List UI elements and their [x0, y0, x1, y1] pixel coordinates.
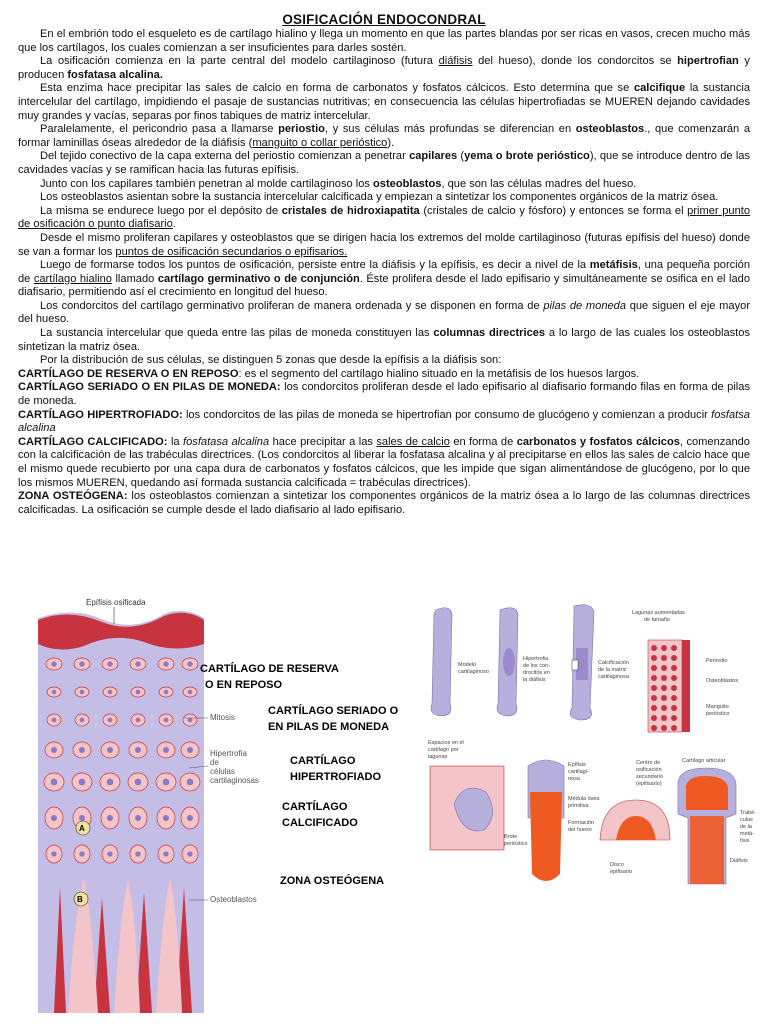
diafisis-label: Diáfisis — [730, 858, 748, 864]
zone-5-paragraph: ZONA OSTEÓGENA: los osteoblastos comienzan a sintetizar los componentes orgánicos de la matriz ósea a lo largo de las columnas directrices calcificadas. La osificación se cumple desde el lado diafisario al lado epifisario. — [18, 490, 750, 516]
lacuna-cell — [661, 705, 667, 711]
chondrocyte-nucleus — [164, 718, 169, 723]
lacuna-cell — [661, 675, 667, 681]
hiper-label-3: drocitos en — [523, 670, 550, 676]
lacuna-cell — [661, 685, 667, 691]
lacuna-cell — [671, 705, 677, 711]
lacuna-cell — [651, 685, 657, 691]
mark-b-label: B — [77, 895, 83, 904]
zone-3-paragraph: CARTÍLAGO HIPERTROFIADO: los condorcitos de las pilas de moneda se hipertrofian por consumo de glucógeno y comienzan a producir fosfatsa alcalina — [18, 408, 750, 435]
chondrocyte-nucleus — [135, 779, 142, 786]
trab-label-3: de la — [740, 824, 752, 830]
brote-label-2: perióstico — [504, 841, 528, 847]
lagunas-cells — [651, 645, 677, 731]
paragraph-2: La osificación comienza en la parte central del modelo cartilaginoso (futura diáfisis del hueso), donde los condorcitos se hipertrofian y producen fosfatasa alcalina. — [18, 55, 750, 81]
chondrocyte-nucleus — [136, 718, 141, 723]
chondrocyte-nucleus — [51, 661, 56, 666]
zone3-label-a: CARTÍLAGO — [290, 755, 356, 767]
lacuna-cell — [671, 665, 677, 671]
page-title: OSIFICACIÓN ENDOCONDRAL — [282, 12, 486, 27]
lacuna-cell — [651, 695, 657, 701]
chondrocyte-nucleus — [188, 718, 193, 723]
zone1-label-a: CARTÍLAGO DE RESERVA — [200, 663, 339, 675]
paragraph-5: Del tejido conectivo de la capa externa del periostio comienzan a penetrar capilares (yema o brote perióstico), que se introduce dentro de las cavidades vacías y se ramifican hacia las futuras epífisis. — [18, 150, 750, 176]
articular-label: Cartílago articular — [682, 758, 726, 764]
lagunas-label-2: de tamaño — [644, 617, 670, 623]
chondrocyte-nucleus — [51, 779, 58, 786]
trab-label-4: metá- — [740, 831, 755, 837]
disco-label-2: epifisario — [610, 869, 633, 875]
chondrocyte-nucleus — [135, 747, 141, 753]
centro-label-2: osificación — [636, 767, 662, 773]
hypertrophy-zone — [503, 648, 515, 676]
chondrocyte-nucleus — [108, 690, 113, 695]
chondrocyte-nucleus — [107, 661, 112, 666]
paragraph-11: Los condorcitos del cartílago germinativo proliferan de manera ordenada y se disponen en forma de pilas de moneda que siguen el eje mayor del hueso. — [18, 299, 751, 326]
chondrocyte-nucleus — [107, 815, 113, 821]
epifisis-right-label-1: Epífisis — [568, 762, 586, 768]
chondrocyte-nucleus — [80, 718, 85, 723]
zone1-label-b: O EN REPOSO — [205, 679, 283, 691]
formacion-label-2: del hueso — [568, 827, 592, 833]
paragraph-4: Paralelamente, el pericondrio pasa a llamarse periostio, y sus células más profundas se diferencian en osteoblastos., que comenzarán a formar laminillas óseas alrededor de la diáfisis (manguito o collar perióstico). — [18, 123, 751, 149]
espacios-label-1: Espacios en el — [428, 740, 464, 746]
paragraph-8: La misma se endurece luego por el depósito de cristales de hidroxiapatita (cristales de calcio y fósforo) y entonces se forma el primer punto de osificación o punto diafisario. — [18, 204, 750, 231]
chondrocyte-nucleus — [136, 690, 141, 695]
mark-a-label: A — [79, 824, 85, 833]
lacuna-cell — [671, 725, 677, 731]
chondrocyte-nucleus — [51, 851, 56, 856]
growth-plate-illustration — [24, 588, 404, 1013]
paragraph-6: Junto con los capilares también penetran al molde cartilaginoso los osteoblastos, que son las células madres del hueso. — [40, 177, 637, 190]
espacios-label-2: cartílago por — [428, 747, 459, 753]
chondrocyte-nucleus — [163, 661, 168, 666]
medula-label-2: primitiva — [568, 803, 589, 809]
document-page — [18, 12, 750, 517]
chondrocyte-nucleus — [52, 690, 57, 695]
chondrocyte-nucleus — [163, 851, 168, 856]
periostio-label: Periostio — [706, 658, 728, 664]
zone5-label: ZONA OSTEÓGENA — [280, 875, 385, 887]
calc-label-2: de la matriz — [598, 667, 627, 673]
chondrocyte-nucleus — [108, 718, 113, 723]
trab-label-1: Trabé- — [740, 810, 756, 816]
chondrocyte-nucleus — [80, 690, 85, 695]
zone-2-paragraph: CARTÍLAGO SERIADO O EN PILAS DE MONEDA: los condorcitos proliferan desde el lado epifisario al diafisario formando filas en forma de pilas de moneda. — [18, 381, 750, 408]
chondrocyte-nucleus — [107, 851, 112, 856]
chondrocyte-nucleus — [107, 747, 113, 753]
chondrocyte-nucleus — [187, 779, 194, 786]
growth-plate-figure — [24, 588, 404, 1013]
lacuna-cell — [661, 715, 667, 721]
mature-epiphysis-ossified — [686, 776, 728, 810]
hypertrophy-label-4: cartilaginosas — [210, 776, 259, 785]
modelo-label-2: cartilaginoso — [458, 669, 489, 675]
chondrocyte-nucleus — [163, 815, 169, 821]
medula-label-1: Médula ósea — [568, 796, 600, 802]
chondrocyte-nucleus — [135, 815, 141, 821]
chondrocyte-nucleus — [79, 661, 84, 666]
chondrocyte-nucleus — [135, 851, 140, 856]
mature-diaphysis-ossified — [690, 816, 724, 884]
lacuna-cell — [651, 655, 657, 661]
trab-label-5: fisis — [740, 838, 750, 844]
lacuna-cell — [671, 675, 677, 681]
bone-development-figure — [424, 604, 760, 894]
lacuna-cell — [661, 655, 667, 661]
bone-development-illustration — [424, 604, 760, 894]
epifisis-right-label-3: nosa — [568, 776, 580, 782]
chondrocyte-nucleus — [188, 690, 193, 695]
chondrocyte-nucleus — [187, 815, 193, 821]
lacuna-cell — [671, 715, 677, 721]
hiper-label-1: Hipertrofia — [523, 656, 549, 662]
chondrocyte-nucleus — [79, 747, 85, 753]
zone2-label-a: CARTÍLAGO SERIADO O — [268, 705, 399, 717]
chondrocyte-nucleus — [52, 718, 57, 723]
hypertrophy-label-1: Hipertrofia — [210, 749, 247, 758]
zone4-label-b: CALCIFICADO — [282, 817, 358, 829]
espacios-label-3: lagunas — [428, 754, 448, 760]
lacuna-cell — [651, 645, 657, 651]
zone-4-paragraph: CARTÍLAGO CALCIFICADO: la fosfatasa alcalina hace precipitar a las sales de calcio en forma de carbonatos y fosfatos cálcicos, comenzando con la calcificación de las trabéculas directrices. (Los condorcitos al liberar la fosfatasa alcalina y al precipitarse en ellos las sales de calcio hace que el mismo quede recubierto por una capa dura de carbonatos y fosfatos cálcicos, que les impide que sigan alimentándose de glucógeno, por lo que los mismos MUEREN, quedando así formada sustancia calcificada = trabéculas directrices). — [18, 435, 750, 489]
paragraph-10: Luego de formarse todos los puntos de osificación, persiste entre la diáfisis y la epífisis, es decir a nivel de la metáfisis, una pequeña porción de cartílago hialino llamado cartílago germinativo o de conjunción. Éste prolifera desde el lado epifisario y simultáneamente se osifica en el lado diafisario, permitiendo así el crecimiento en longitud del hueso. — [18, 259, 750, 299]
chondrocyte-nucleus — [164, 690, 169, 695]
centro-label-1: Centro de — [636, 760, 661, 766]
formacion-label-1: Formación — [568, 820, 594, 826]
chondrocyte-nucleus — [79, 779, 86, 786]
zone-1-paragraph: CARTÍLAGO DE RESERVA O EN REPOSO: es el segmento del cartílago hialino situado en la metáfisis de los huesos largos. — [18, 367, 640, 380]
osteoblastos-right-label: Osteoblastos — [706, 678, 739, 684]
paragraph-13: Por la distribución de sus células, se distinguen 5 zonas que desde la epífisis a la diáfisis son: — [40, 354, 502, 367]
lacuna-cell — [671, 655, 677, 661]
mitosis-label: Mitosis — [210, 713, 235, 722]
zone3-label-b: HIPERTROFIADO — [290, 771, 382, 783]
hypertrophy-label-2: de — [210, 758, 219, 767]
paragraph-9: Desde el mismo proliferan capilares y osteoblastos que se dirigen hacia los extremos del molde cartilaginoso (futuras epífisis del hueso) donde se van a formar los puntos de osificación secundarios o epifisarios. — [18, 231, 750, 258]
zone4-label-a: CARTÍLAGO — [282, 801, 348, 813]
lacuna-cell — [661, 725, 667, 731]
disco-label-1: Disco — [610, 862, 624, 868]
periosteum-band — [682, 640, 690, 732]
hiper-label-4: la diáfisis — [523, 677, 546, 683]
lacuna-cell — [651, 665, 657, 671]
chondrocyte-nucleus — [187, 661, 192, 666]
paragraph-12: La sustancia intercelular que queda entre las pilas de moneda constituyen las columnas directrices a lo largo de las cuales los osteoblastos sintetizan la matriz ósea. — [18, 327, 750, 353]
lacuna-cell — [661, 695, 667, 701]
centro-label-4: (epifisario) — [636, 781, 662, 787]
paragraph-3: Esta enzima hace precipitar las sales de calcio en forma de carbonatos y fosfatos cálcicos. Esto determina que se calcifique la sustancia intercelular del cartílago, impidiendo el pasaje de sustancias nutritivas; en consecuencia las células hipertrofiadas se MUEREN dejando cavidades muy grandes y vacías, separas por finos tabiques de matriz intercelular. — [18, 82, 750, 122]
lagunas-label-1: Lagunas aumentadas — [632, 610, 685, 616]
lacuna-cell — [661, 665, 667, 671]
manguito-label-1: Manguito — [706, 704, 729, 710]
chondrocyte-nucleus — [187, 747, 193, 753]
chondrocyte-nucleus — [51, 815, 57, 821]
lacuna-cell — [671, 685, 677, 691]
paragraph-1: En el embrión todo el esqueleto es de cartílago hialino y llega un momento en que las partes blandas por ser ricas en vasos, crecen mucho más que los cartílagos, los cuales comienzan a ser insuficientes para darles sostén. — [18, 28, 750, 54]
hiper-label-2: de los con- — [523, 663, 550, 669]
osteoblasts-label: Osteoblastos — [210, 895, 257, 904]
lacuna-cell — [661, 645, 667, 651]
chondrocyte-nucleus — [187, 851, 192, 856]
chondrocyte-nucleus — [51, 747, 57, 753]
lacuna-cell — [651, 675, 657, 681]
epifisis-right-label-2: cartilagi- — [568, 769, 589, 775]
brote-label-1: Brote — [504, 834, 518, 840]
lacuna-cell — [671, 645, 677, 651]
modelo-label-1: Modelo — [458, 662, 477, 668]
epifisis-label: Epífisis osificada — [86, 598, 146, 607]
calc-label-1: Calcificación — [598, 660, 629, 666]
zone2-label-b: EN PILAS DE MONEDA — [268, 721, 390, 733]
chondrocyte-nucleus — [79, 851, 84, 856]
lacuna-cell — [671, 695, 677, 701]
manguito-label-2: perióstico — [706, 711, 730, 717]
cartilage-model-1 — [431, 608, 452, 716]
chondrocyte-nucleus — [163, 779, 170, 786]
lacuna-cell — [651, 705, 657, 711]
chondrocyte-nucleus — [107, 779, 114, 786]
centro-label-3: secundario — [636, 774, 663, 780]
chondrocyte-nucleus — [79, 815, 85, 821]
hypertrophy-label-3: células — [210, 767, 235, 776]
chondrocyte-nucleus — [135, 661, 140, 666]
calcification-marker — [572, 660, 578, 670]
calc-label-3: cartilaginosa — [598, 674, 629, 680]
lacuna-cell — [651, 725, 657, 731]
chondrocyte-nucleus — [163, 747, 169, 753]
trab-label-2: culas — [740, 817, 753, 823]
lacuna-cell — [651, 715, 657, 721]
paragraph-7: Los osteoblastos asientan sobre la sustancia intercelular calcificada y empiezan a sintetizar los componentes orgánicos de la matriz ósea. — [40, 191, 719, 204]
bone-formation — [530, 792, 562, 881]
